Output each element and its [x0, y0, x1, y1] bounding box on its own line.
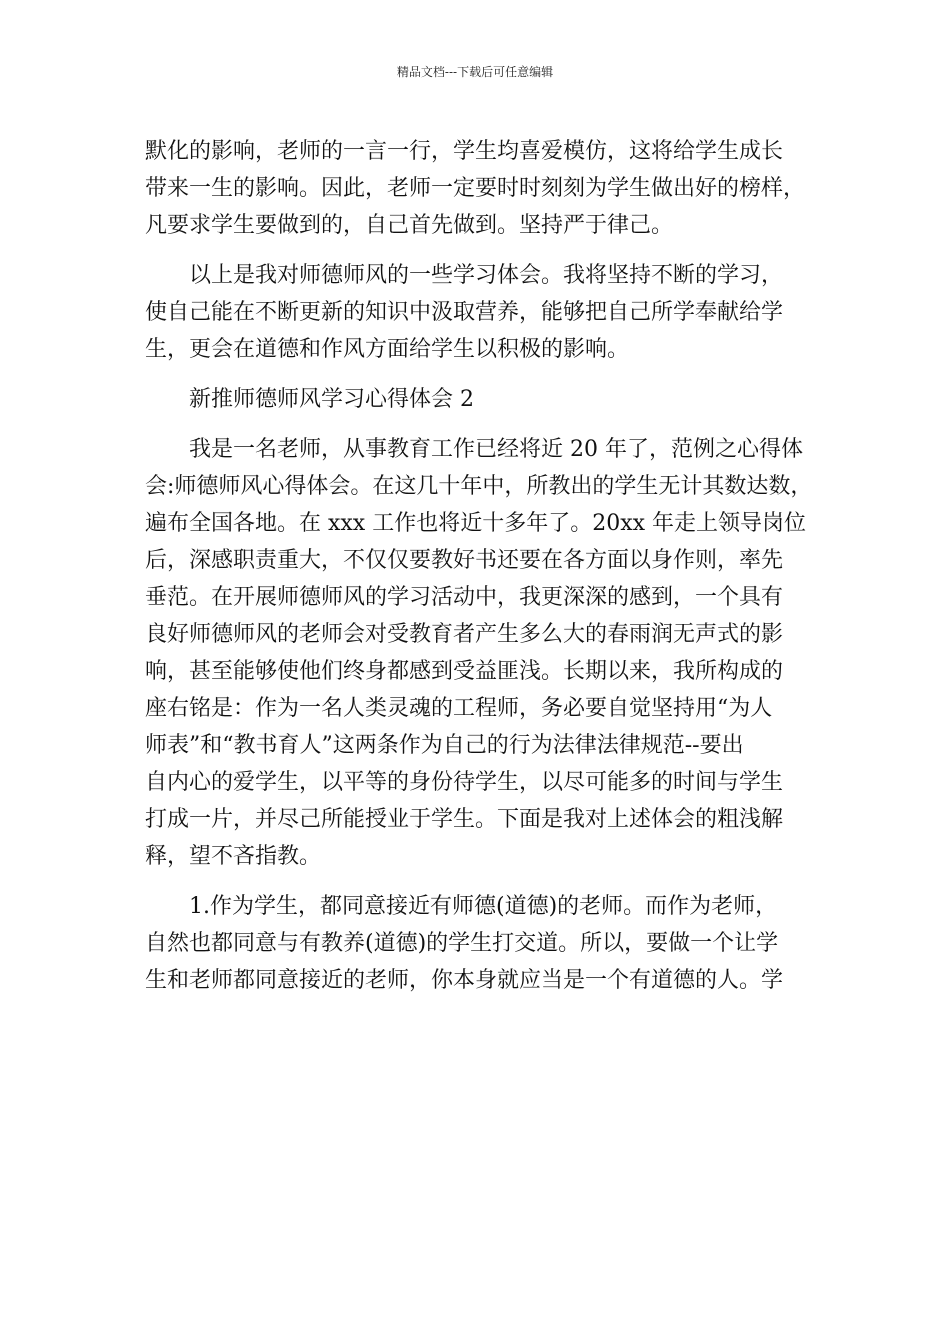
- document-body: [145, 133, 813, 999]
- text-line: 我是一名老师，从事教育工作已经将近 20 年了，范例之心得体: [189, 437, 803, 462]
- text-line: 自然也都同意与有教养(道德)的学生打交道。所以，要做一个让学: [145, 931, 779, 956]
- text-line: 1.作为学生，都同意接近有师德(道德)的老师。而作为老师，: [189, 894, 778, 919]
- text-line: 生，更会在道德和作风方面给学生以积极的影响。: [145, 337, 630, 362]
- paragraph: [145, 888, 810, 999]
- text-line: 响，甚至能够使他们终身都感到受益匪浅。长期以来，我所构成的: [145, 659, 784, 684]
- text-line: 使自己能在不断更新的知识中汲取营养，能够把自己所学奉献给学: [145, 300, 784, 325]
- paragraph: [145, 431, 813, 875]
- text-line: 默化的影响，老师的一言一行，学生均喜爱模仿，这将给学生成长: [145, 139, 784, 164]
- text-line: 后，深感职责重大，不仅仅要教好书还要在各方面以身作则，率先: [145, 548, 784, 573]
- paragraph: [145, 133, 810, 244]
- text-line: 自内心的爱学生，以平等的身份待学生，以尽可能多的时间与学生: [145, 770, 784, 795]
- section-heading: [145, 381, 810, 418]
- text-line: 会:师德师风心得体会。在这几十年中，所教出的学生无计其数达数，: [145, 474, 813, 499]
- text-line: 以上是我对师德师风的一些学习体会。我将坚持不断的学习，: [189, 263, 784, 288]
- paragraph: [145, 257, 810, 368]
- text-line: 遍布全国各地。在 xxx 工作也将近十多年了。20xx 年走上领导岗位: [145, 511, 807, 536]
- text-line: 良好师德师风的老师会对受教育者产生多么大的春雨润无声式的影: [145, 622, 784, 647]
- text-line: 座右铭是：作为一名人类灵魂的工程师，务必要自觉坚持用“为人: [145, 696, 773, 721]
- text-line: 生和老师都同意接近的老师，你本身就应当是一个有道德的人。学: [145, 968, 784, 993]
- text-line: 带来一生的影响。因此，老师一定要时时刻刻为学生做出好的榜样，: [145, 176, 806, 201]
- text-line: 凡要求学生要做到的，自己首先做到。坚持严于律己。: [145, 213, 674, 238]
- page-header: 精品文档---下载后可任意编辑: [396, 65, 554, 79]
- text-line: 师表”和“教书育人”这两条作为自己的行为法律法律规范--要出: [145, 733, 744, 758]
- text-line: 垂范。在开展师德师风的学习活动中，我更深深的感到，一个具有: [145, 585, 784, 610]
- text-line: 打成一片，并尽己所能授业于学生。下面是我对上述体会的粗浅解: [145, 807, 784, 832]
- heading-line: 新推师德师风学习心得体会 2: [189, 387, 474, 412]
- text-line: 释，望不吝指教。: [145, 844, 322, 869]
